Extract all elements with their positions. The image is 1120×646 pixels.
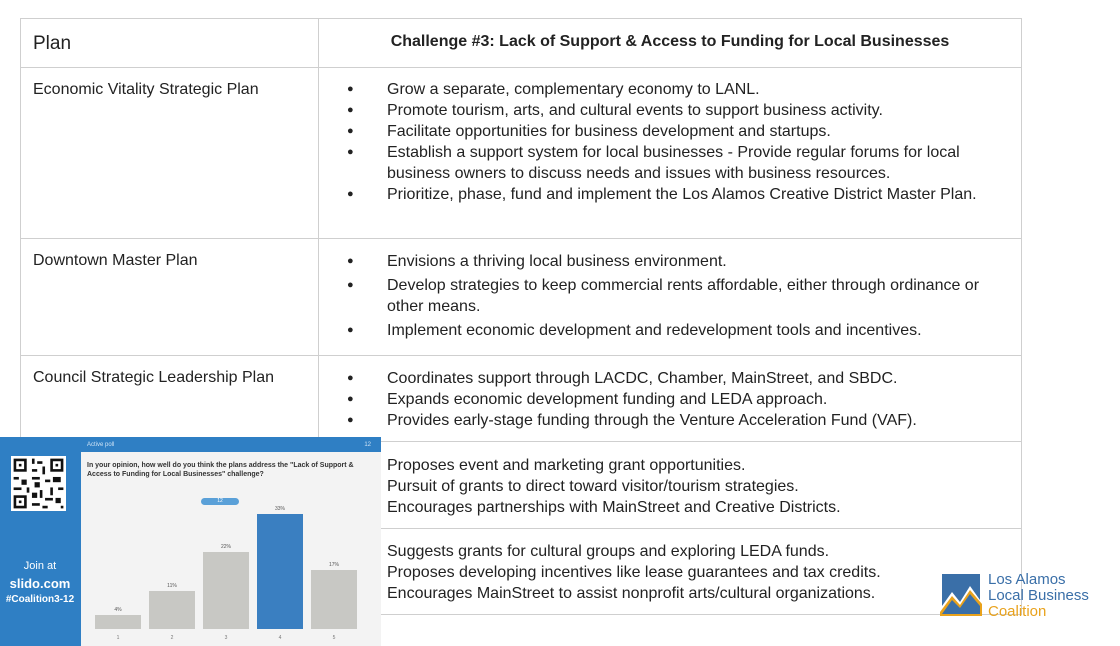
logo-line2: Local Business xyxy=(988,587,1089,604)
poll-bar-percent: 33% xyxy=(274,506,285,512)
list-item: ● Develop strategies to keep commercial rents affordable, either through ordinance or other means. xyxy=(319,275,1011,317)
poll-bar xyxy=(95,615,141,629)
list-item: ● Grow a separate, complementary economy to LANL. xyxy=(319,79,1011,100)
poll-status: Active poll xyxy=(87,442,115,448)
poll-status-bar xyxy=(81,441,381,452)
list-item: ● Expands economic development funding and LEDA approach. xyxy=(319,389,1011,410)
plan-name: Council Strategic Leadership Plan xyxy=(21,356,319,442)
list-item: ● Implement economic development and redevelopment tools and incentives. xyxy=(319,320,1011,341)
poll-bar-label: 5 xyxy=(332,635,336,641)
header-challenge: Challenge #3: Lack of Support & Access to Funding for Local Businesses xyxy=(319,19,1022,68)
poll-bar xyxy=(311,570,357,629)
plan-name: Economic Vitality Strategic Plan xyxy=(21,68,319,239)
list-item: ● Envisions a thriving local business environment. xyxy=(319,251,1011,272)
poll-card xyxy=(81,452,381,646)
list-item: Pursuit of grants to direct toward visitor/tourism strategies. xyxy=(387,478,799,495)
list-item: Proposes event and marketing grant opportunities. xyxy=(387,457,746,474)
slido-poll-overlay xyxy=(0,437,381,646)
list-item: Encourages MainStreet to assist nonprofit arts/cultural organizations. xyxy=(387,585,876,602)
poll-bar xyxy=(203,552,249,629)
logo-line3: Coalition xyxy=(988,603,1047,620)
challenge-items xyxy=(319,68,1022,239)
challenge-items xyxy=(319,239,1022,356)
table-row xyxy=(21,239,1022,356)
poll-question: In your opinion, how well do you think the plans address the "Lack of Support & Access to Funding for Local Businesses" challenge? xyxy=(87,462,354,478)
poll-pill: 12 xyxy=(201,498,239,505)
list-item: ● Promote tourism, arts, and cultural events to support business activity. xyxy=(319,100,1011,121)
list-item: ● Prioritize, phase, fund and implement the Los Alamos Creative District Master Plan. xyxy=(319,184,1011,205)
list-item: Proposes developing incentives like lease guarantees and tax credits. xyxy=(387,564,881,581)
poll-bar-label: 3 xyxy=(224,635,228,641)
table-row xyxy=(21,68,1022,239)
poll-bar-label: 2 xyxy=(170,635,174,641)
poll-count: 12 xyxy=(364,442,371,448)
event-code: #Coalition3-12 xyxy=(5,594,75,605)
challenge-items xyxy=(319,442,1022,529)
challenge-items xyxy=(319,529,1022,615)
poll-bar-percent: 17% xyxy=(328,562,339,568)
mountain-logo-icon xyxy=(938,572,984,618)
list-item: Encourages partnerships with MainStreet and Creative Districts. xyxy=(387,499,841,516)
poll-bar-percent: 22% xyxy=(220,544,231,550)
poll-bar xyxy=(257,514,303,629)
poll-bar-label: 1 xyxy=(116,635,120,641)
list-item: Suggests grants for cultural groups and exploring LEDA funds. xyxy=(387,543,830,560)
header-plan: Plan xyxy=(21,19,319,68)
challenge-items xyxy=(319,356,1022,442)
coalition-logo xyxy=(938,569,1120,621)
poll-bar-label: 4 xyxy=(278,635,282,641)
table-header-row xyxy=(21,19,1022,68)
poll-bar-percent: 4% xyxy=(114,607,122,613)
logo-text xyxy=(988,572,1089,620)
qr-code-icon[interactable] xyxy=(11,456,66,511)
list-item: ● Establish a support system for local businesses - Provide regular forums for local business owners to discuss needs and issues with business resources. xyxy=(319,142,1011,184)
join-label: Join at xyxy=(23,560,57,572)
poll-bar-percent: 11% xyxy=(167,583,177,589)
table-row xyxy=(21,356,1022,442)
list-item: ● Provides early-stage funding through the Venture Acceleration Fund (VAF). xyxy=(319,410,1011,431)
plan-name: Downtown Master Plan xyxy=(21,239,319,356)
slido-site: slido.com xyxy=(9,576,71,591)
poll-bar xyxy=(149,591,195,629)
logo-line1: Los Alamos xyxy=(988,571,1066,588)
list-item: ● Facilitate opportunities for business development and startups. xyxy=(319,121,1011,142)
list-item: ● Coordinates support through LACDC, Chamber, MainStreet, and SBDC. xyxy=(319,368,1011,389)
